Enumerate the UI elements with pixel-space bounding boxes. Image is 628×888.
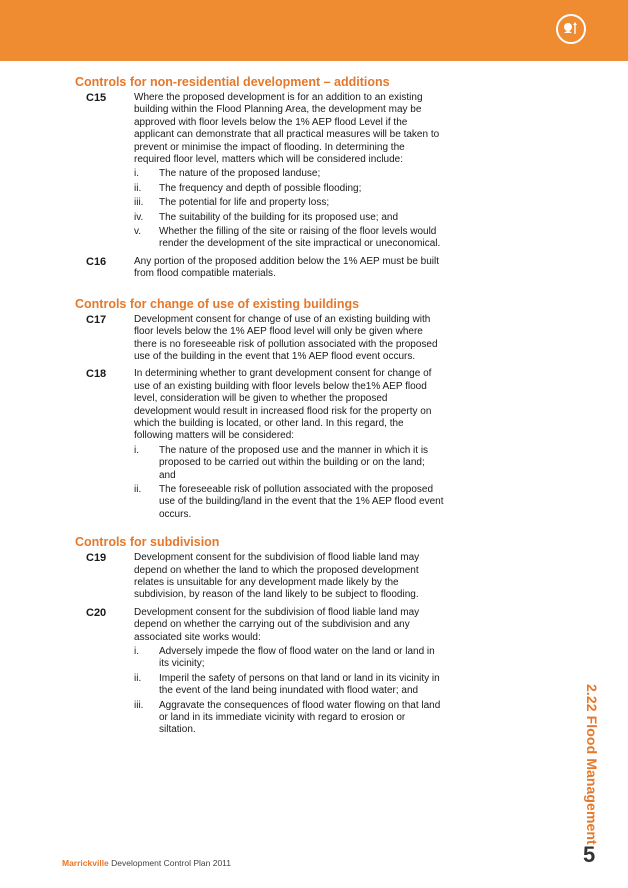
sub-list	[134, 445, 444, 521]
list-item-text: The frequency and depth of possible flooding;	[159, 182, 362, 194]
list-item	[134, 226, 444, 251]
list-item-number: ii.	[134, 483, 142, 495]
control-code: C15	[86, 92, 107, 104]
list-item-number: v.	[134, 226, 142, 238]
list-item-number: ii.	[134, 182, 142, 194]
control-item	[0, 314, 444, 364]
control-item	[0, 607, 444, 737]
control-code: C19	[86, 552, 107, 565]
header-band	[0, 0, 628, 61]
list-item-text: The nature of the proposed use and the manner in which it is proposed to be carried out within the building or on the land; and	[159, 444, 429, 481]
list-item-number: i.	[134, 168, 139, 180]
sub-list	[134, 168, 444, 250]
council-logo-icon	[556, 14, 586, 44]
chapter-side-title: 2.22 Flood Management	[584, 684, 600, 845]
section-heading: Controls for change of use of existing buildings	[75, 296, 360, 311]
control-item	[0, 92, 444, 251]
control-text: Development consent for the subdivision of flood liable land may depend on whether the land to which the proposed development relates is unsuitable for any development made likely by the subdivision, by reason of the land likely to be subject to flooding.	[134, 552, 420, 601]
control-text: Where the proposed development is for an addition to an existing building within the Flood Planning Area, the development may be approved with floor levels below the 1% AEP flood Level if the applicant can demonstrate that all practical measures will be taken to prevent or minimise the impact of flooding. In determining the required floor level, matters which will be considered include:	[134, 92, 440, 166]
control-item	[0, 256, 444, 281]
list-item-number: i.	[134, 646, 139, 658]
footer	[62, 858, 231, 868]
list-item-text: Aggravate the consequences of flood water flowing on that land or land in its immediate vicinity with regard to erosion or siltation.	[159, 699, 441, 736]
sub-list	[134, 646, 444, 737]
list-item-number: ii.	[134, 672, 142, 684]
list-item	[134, 673, 444, 698]
control-text: In determining whether to grant development consent for change of use of an existing building with floor levels below the1% AEP flood level, consideration will be given to whether the proposed development would result in increased flood risk for the property on which the building is located, or other land. In this regard, the following matters will be considered:	[134, 368, 432, 442]
list-item-text: The foreseeable risk of pollution associated with the proposed use of the building/land in the event that the 1% AEP flood event occurs.	[159, 483, 444, 520]
control-text: Development consent for the subdivision of flood liable land may depend on whether the carrying out of the subdivision and any associated site works would:	[134, 606, 420, 643]
control-code: C18	[86, 368, 107, 381]
page-number: 5	[583, 842, 596, 867]
list-item-text: Whether the filling of the site or raising of the floor levels would render the development of the site impractical or uneconomical.	[159, 226, 441, 250]
section-heading: Controls for subdivision	[75, 535, 220, 550]
list-item-number: iii.	[134, 197, 144, 209]
list-item-text: The potential for life and property loss;	[159, 197, 330, 209]
section-heading: Controls for non-residential development – additions	[75, 75, 390, 89]
control-code: C17	[86, 313, 107, 326]
section	[0, 296, 628, 522]
section	[0, 534, 628, 737]
control-text: Development consent for change of use of an existing building with floor levels below the 1% AEP flood level will only be given where there is no foreseeable risk of pollution associated with the proposed use of the building in the event that 1% AEP flood event occurs.	[134, 313, 438, 362]
list-item	[134, 168, 444, 180]
list-item-text: The nature of the proposed landuse;	[159, 168, 321, 180]
control-item	[0, 368, 444, 521]
section	[0, 74, 628, 281]
control-code: C16	[86, 255, 107, 268]
list-item	[134, 700, 444, 737]
list-item-text: Imperil the safety of persons on that land or land in its vicinity in the event of the land being inundated with flood water; and	[159, 672, 440, 697]
control-code: C20	[86, 606, 107, 619]
list-item-number: i.	[134, 444, 139, 456]
list-item	[134, 197, 444, 209]
control-text: Any portion of the proposed addition below the 1% AEP must be built from flood compatible materials.	[134, 255, 440, 280]
footer-brand: Marrickville	[62, 858, 109, 868]
list-item-number: iii.	[134, 699, 144, 711]
list-item-number: iv.	[134, 211, 144, 223]
footer-doc-title: Development Control Plan 2011	[108, 858, 232, 868]
list-item	[134, 484, 444, 521]
list-item	[134, 646, 444, 671]
list-item	[134, 212, 444, 224]
list-item-text: Adversely impede the flow of flood water on the land or land in its vicinity;	[159, 646, 435, 670]
control-item	[0, 552, 444, 602]
list-item	[134, 445, 444, 482]
document-body	[0, 74, 628, 739]
list-item-text: The suitability of the building for its proposed use; and	[159, 211, 399, 223]
list-item	[134, 183, 444, 195]
